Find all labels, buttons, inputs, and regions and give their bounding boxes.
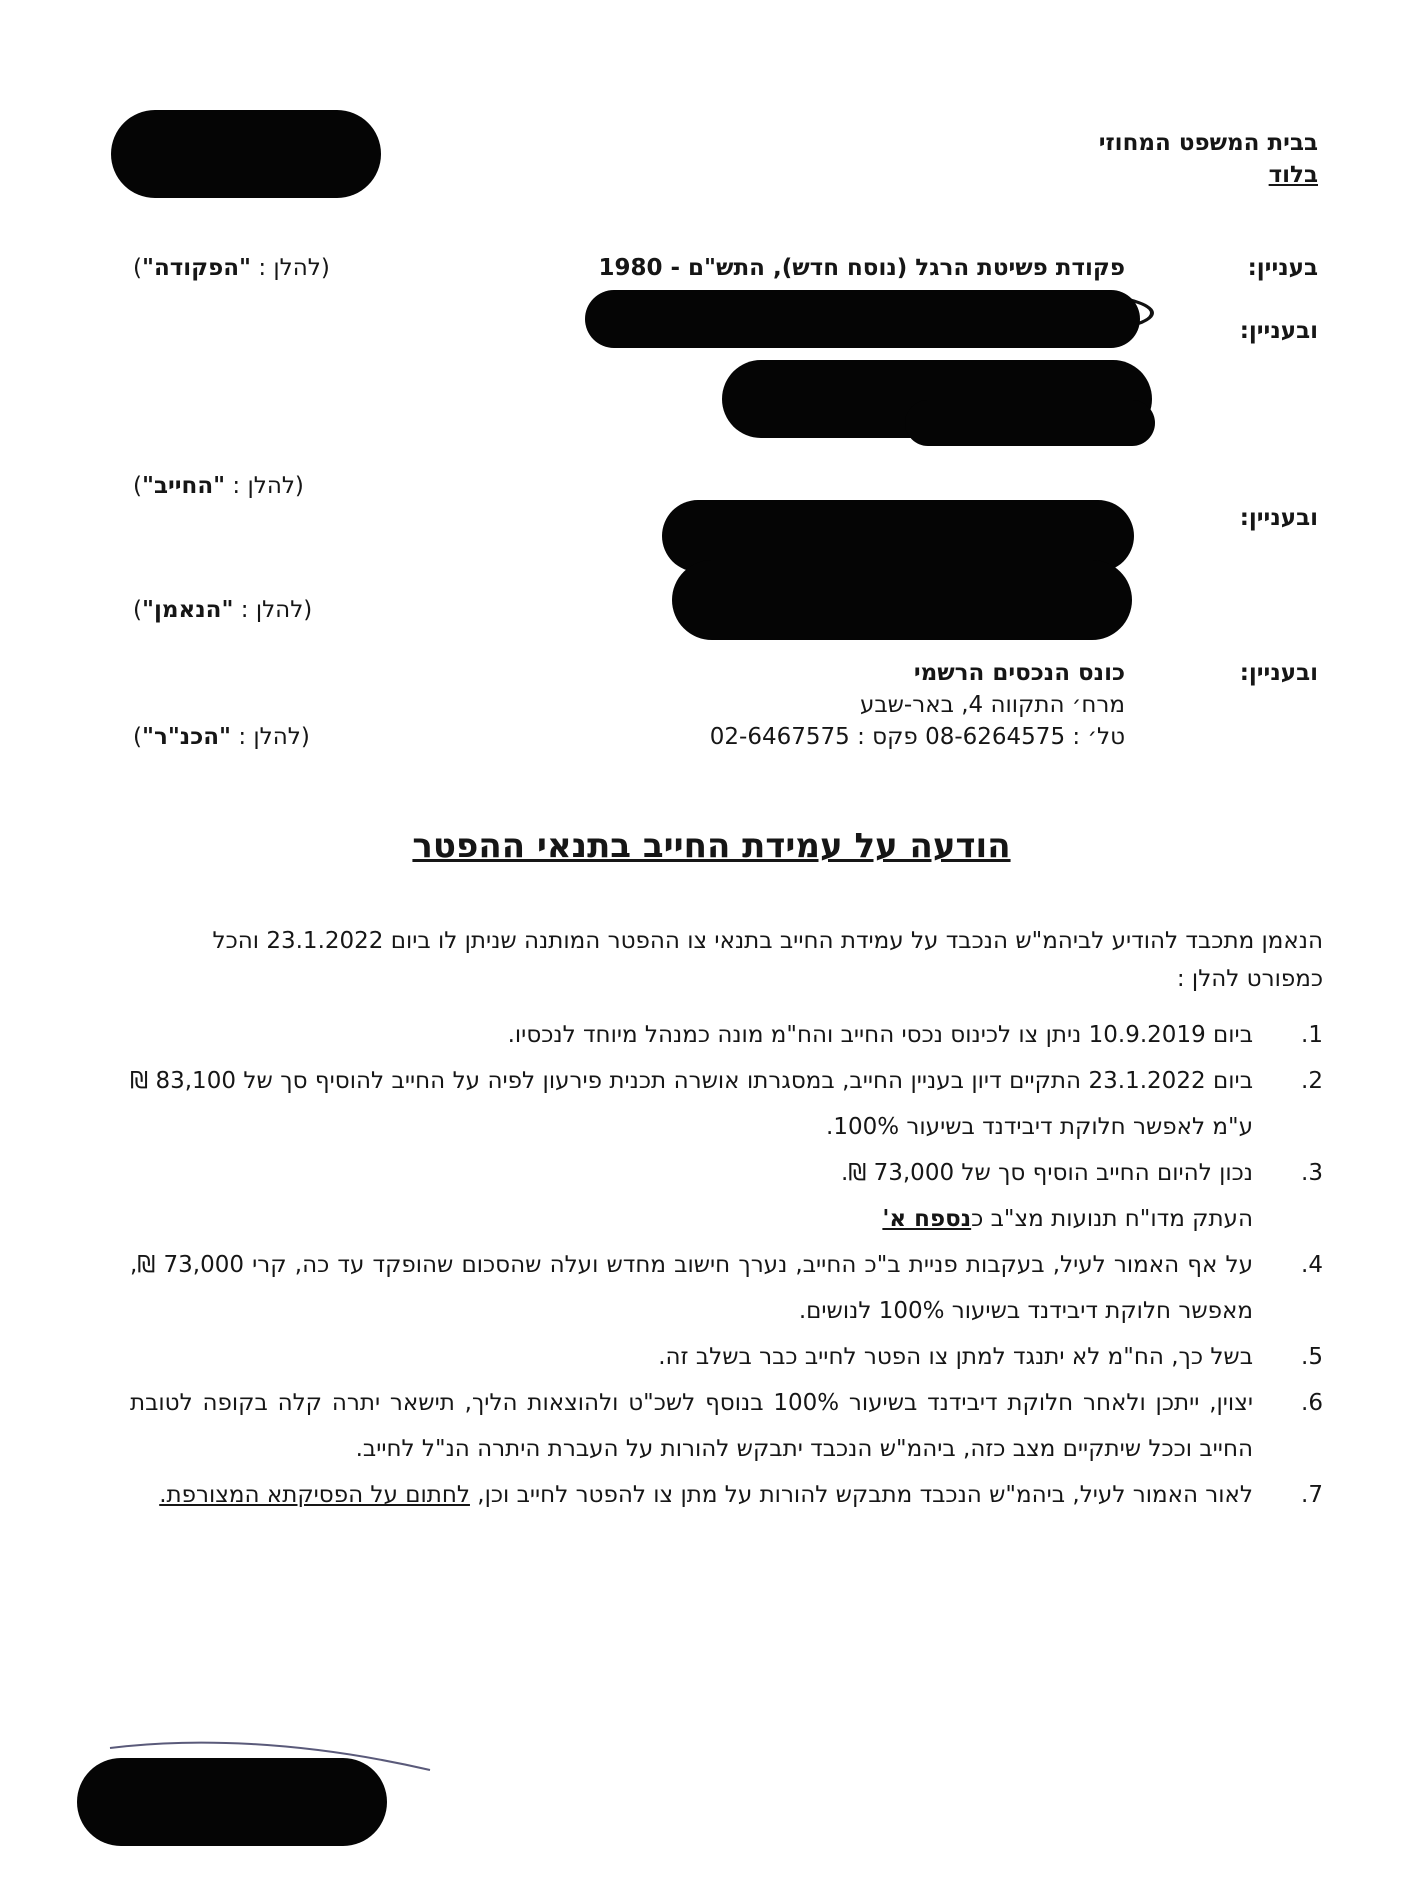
item-number: 3. (1301, 1160, 1323, 1186)
party-label-debtor: ובעניין: (1239, 318, 1318, 344)
party-label-receiver: ובעניין: (1239, 660, 1318, 686)
alias-receiver (133, 724, 310, 750)
item-number: 7. (1301, 1482, 1323, 1508)
receiver-name: כונס הנכסים הרשמי (913, 660, 1125, 686)
item-text: ביום 23.1.2022 התקיים דיון בעניין החייב, במסגרתו אושרה תכנית פירעון לפיה על החייב להוסיף סך של 83,100 ₪ ע"מ לאפשר חלוקת דיבידנד בשיעור 100%. (130, 1068, 1254, 1140)
redaction-top-left (111, 110, 381, 198)
item-text: לאור האמור לעיל, ביהמ"ש הנכבד מתבקש להורות על מתן צו להפטר לחייב וכן, (469, 1482, 1253, 1508)
item-text: נכון להיום החייב הוסיף סך של 73,000 ₪. (840, 1160, 1253, 1186)
alias-term: "החייב" (141, 473, 226, 499)
alias-trustee (133, 597, 312, 623)
alias-debtor (133, 473, 304, 499)
alias-prefix: (להלן : (233, 597, 313, 623)
alias-term: "הנאמן" (141, 597, 234, 623)
list-item (130, 1472, 1323, 1518)
item-number: 2. (1301, 1068, 1323, 1094)
item-text: בשל כך, הח"מ לא יתנגד למתן צו הפטר לחייב כבר בשלב זה. (658, 1344, 1253, 1370)
item-text: יצוין, ייתכן ולאחר חלוקת דיבידנד בשיעור 100% בנוסף לשכ"ט ולהוצאות הליך, תישאר יתרה קלה בקופה לטובת החייב וככל שיתקיים מצב כזה, ביהמ"ש הנכבד יתבקש להורות על העברת היתרה הנ"ל לחייב. (130, 1390, 1253, 1462)
receiver-address: מרח׳ התקווה 4, באר-שבע (859, 692, 1125, 718)
redaction-trustee-line-2 (672, 560, 1132, 640)
court-name: בבית המשפט המחוזי (1098, 130, 1318, 156)
appendix-prefix: העתק מדו"ח תנועות מצ"ב כ (971, 1206, 1253, 1232)
list-item (130, 1334, 1323, 1380)
party-label-trustee: ובעניין: (1239, 505, 1318, 531)
item-text: ביום 10.9.2019 ניתן צו לכינוס נכסי החייב והח"מ מונה כמנהל מיוחד לנכסיו. (507, 1022, 1253, 1048)
document-title: הודעה על עמידת החייב בתנאי ההפטר (412, 826, 1011, 866)
alias-suffix: ) (133, 255, 142, 281)
court-city: בלוד (1268, 162, 1318, 188)
alias-prefix: (להלן : (231, 724, 310, 750)
appendix-reference (130, 1196, 1253, 1242)
alias-suffix: ) (133, 473, 142, 499)
list-item (130, 1058, 1323, 1150)
item-number: 1. (1301, 1022, 1323, 1048)
alias-term: "הכנ"ר" (141, 724, 232, 750)
party-ordinance-name: פקודת פשיטת הרגל (נוסח חדש), התש"ם - 1980 (598, 255, 1125, 281)
item-body (130, 1472, 1253, 1518)
redaction-signature (77, 1758, 387, 1846)
list-item (130, 1242, 1323, 1334)
appendix-label: נספח א' (882, 1206, 972, 1232)
alias-suffix: ) (133, 724, 142, 750)
redaction-debtor-line-1 (585, 290, 1140, 348)
item-body (130, 1150, 1253, 1242)
alias-term: "הפקודה" (141, 255, 252, 281)
redaction-debtor-line-3 (905, 400, 1155, 446)
list-item (130, 1012, 1323, 1058)
item-number: 4. (1301, 1252, 1323, 1278)
alias-suffix: ) (133, 597, 142, 623)
alias-ordinance (133, 255, 330, 281)
sign-ruling-request: לחתום על הפסיקתא המצורפת. (159, 1482, 470, 1508)
list-item (130, 1380, 1323, 1472)
intro-paragraph: הנאמן מתכבד להודיע לביהמ"ש הנכבד על עמידת החייב בתנאי צו ההפטר המותנה שניתן לו ביום 23.1.2022 והכל כמפורט להלן : (212, 928, 1323, 992)
alias-prefix: (להלן : (251, 255, 330, 281)
item-number: 6. (1301, 1390, 1323, 1416)
item-text: על אף האמור לעיל, בעקבות פניית ב"כ החייב, נערך חישוב מחדש ועלה שהסכום שהופקד עד כה, קרי 73,000 ₪, מאפשר חלוקת דיבידנד בשיעור 100% לנושים. (130, 1252, 1253, 1324)
list-item (130, 1150, 1323, 1242)
item-number: 5. (1301, 1344, 1323, 1370)
receiver-phone-fax: טל׳ : 08-6264575 פקס : 02-6467575 (709, 724, 1125, 750)
party-label-ordinance: בעניין: (1247, 255, 1318, 281)
numbered-list (130, 1012, 1323, 1518)
alias-prefix: (להלן : (225, 473, 304, 499)
